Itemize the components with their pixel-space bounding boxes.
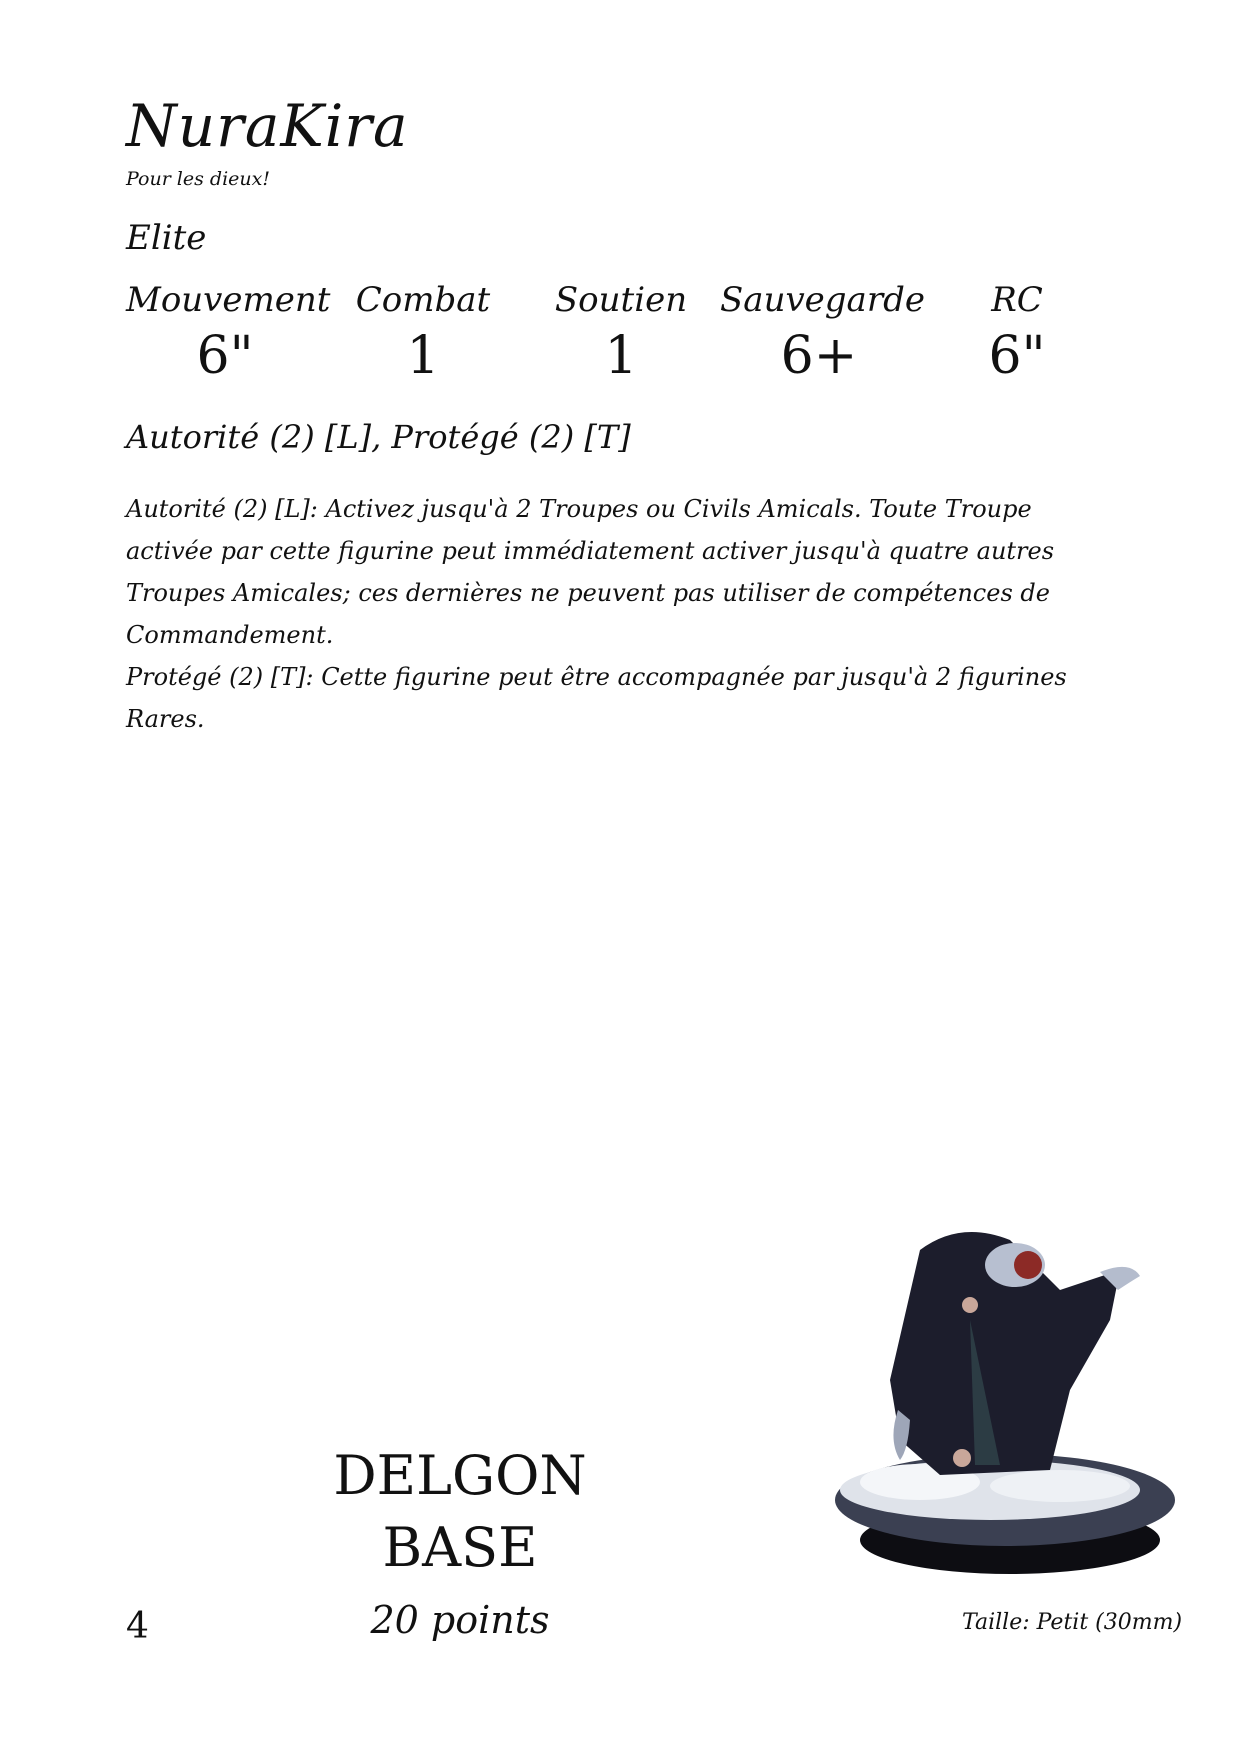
stat-value: 6+: [780, 326, 858, 386]
stat-value: 1: [406, 326, 440, 386]
faction-line: BASE: [382, 1516, 538, 1579]
stat-support: [522, 280, 720, 386]
amulet: [962, 1297, 978, 1313]
faction-name: [300, 1440, 620, 1584]
base-size: Taille: Petit (30mm): [962, 1610, 1183, 1635]
stat-label: RC: [991, 280, 1043, 320]
skills-line: Autorité (2) [L], Protégé (2) [T]: [126, 418, 631, 456]
stat-save: [720, 280, 925, 386]
stat-value: 1: [604, 326, 638, 386]
card-rank: Elite: [126, 218, 207, 258]
skill-description: Protégé (2) [T]: Cette figurine peut être accompagnée par jusqu'à 2 figurines Rares.: [126, 663, 1067, 733]
stat-rc: [918, 280, 1116, 386]
stats-row: [126, 280, 1116, 386]
faction-line: DELGON: [333, 1444, 587, 1507]
card-title: NuraKira: [126, 92, 409, 160]
stat-label: Combat: [355, 280, 491, 320]
points-cost: 20 points: [370, 1598, 550, 1642]
skill-descriptions: [126, 488, 1116, 740]
stat-label: Sauvegarde: [720, 280, 925, 320]
stat-combat: [324, 280, 522, 386]
miniature-illustration: [800, 1210, 1180, 1580]
skill-description: Autorité (2) [L]: Activez jusqu'à 2 Troupes ou Civils Amicals. Toute Troupe activée par cette figurine peut immédiatement activer jusqu'à quatre autres Troupes Amicales; ces dernières ne peuvent pas utiliser de compétences de Commandement.: [126, 495, 1055, 649]
stat-movement: [126, 280, 331, 386]
page-number: 4: [126, 1606, 149, 1647]
stat-value: 6": [196, 326, 254, 386]
card-motto: Pour les dieux!: [126, 168, 270, 190]
stat-label: Soutien: [554, 280, 688, 320]
stat-value: 6": [988, 326, 1046, 386]
stat-label: Mouvement: [126, 280, 331, 320]
